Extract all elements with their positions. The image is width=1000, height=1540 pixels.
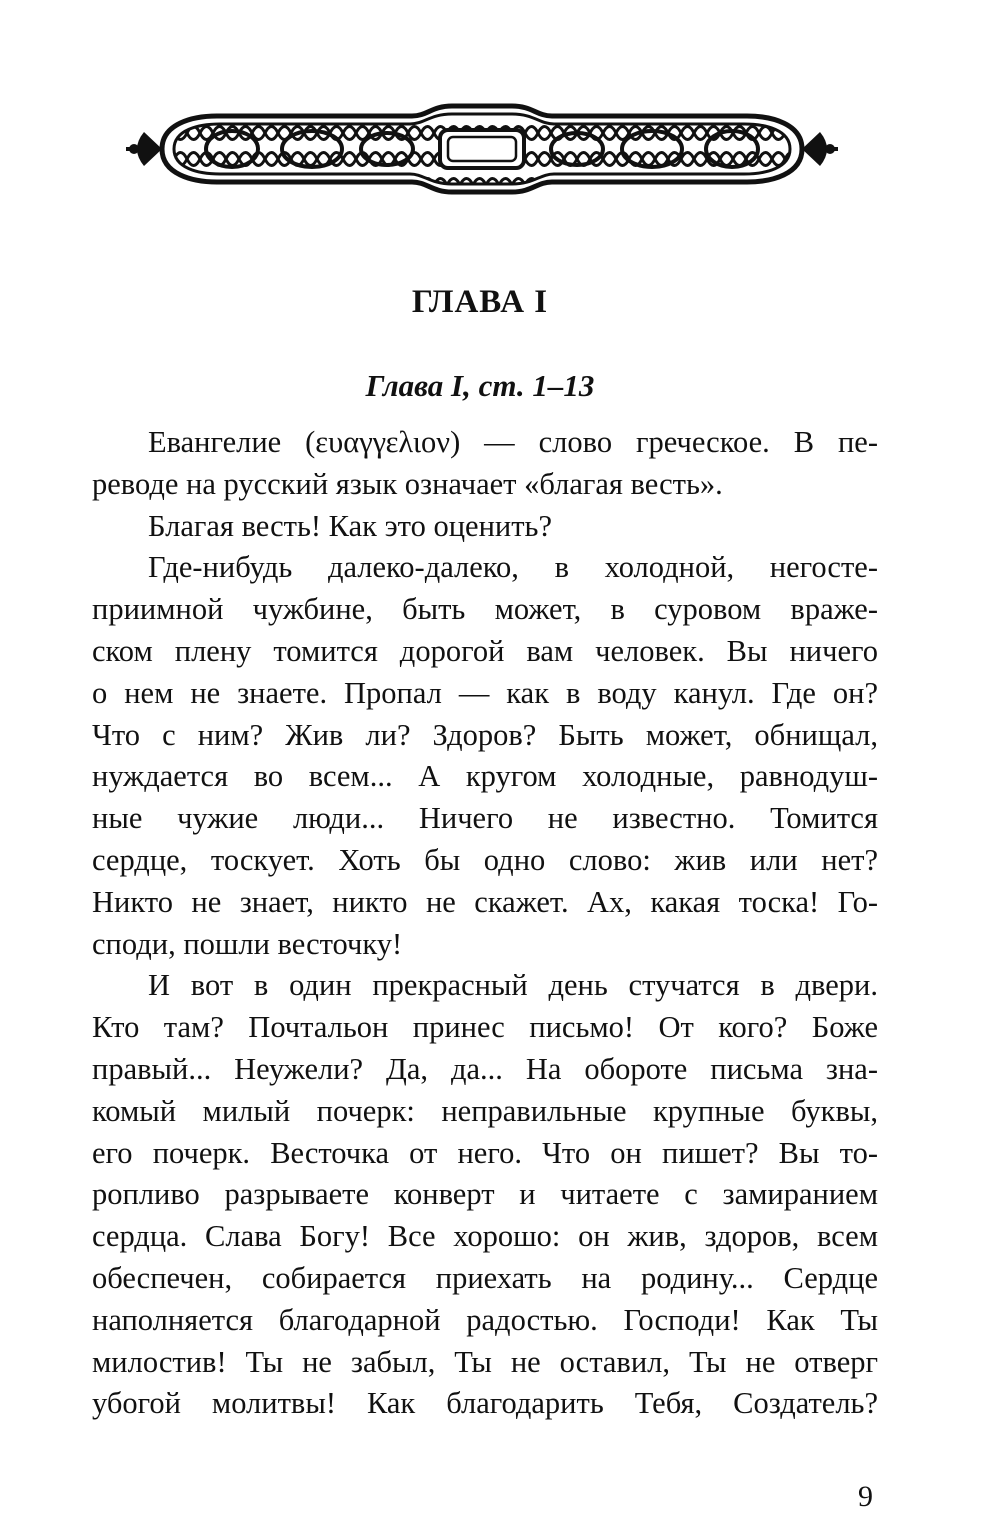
text-line: наполняется благодарной радостью. Господи! Как Ты: [92, 1302, 878, 1337]
text-line: нуждается во всем... А кругом холодные, равнодуш-: [92, 759, 878, 794]
section-title: Глава I, ст. 1–13: [365, 368, 595, 403]
text-line: споди, пошли весточку!: [92, 926, 403, 961]
text-line: Что с ним? Жив ли? Здоров? Быть может, обнищал,: [92, 717, 878, 752]
text-line: реводе на русский язык означает «благая весть».: [92, 466, 723, 501]
text-line: ропливо разрываете конверт и читаете с замиранием: [92, 1177, 878, 1212]
text-line: приимной чужбине, быть может, в суровом враже-: [92, 592, 878, 627]
text-line: И вот в один прекрасный день стучатся в двери.: [148, 968, 878, 1003]
text-line: комый милый почерк: неправильные крупные буквы,: [92, 1093, 878, 1128]
chapter-title: ГЛАВА I: [411, 284, 549, 320]
text-line: Благая весть! Как это оценить?: [148, 508, 552, 543]
paragraph: [92, 422, 878, 506]
text-line: убогой молитвы! Как благодарить Тебя, Создатель?: [92, 1386, 878, 1421]
text-line: ные чужие люди... Ничего не известно. Томится: [92, 801, 878, 836]
paragraph: [92, 506, 878, 548]
body-text: [92, 422, 878, 1425]
text-line: ском плену томится дорогой вам человек. Вы ничего: [92, 633, 878, 668]
text-line: о нем не знаете. Пропал — как в воду канул. Где он?: [92, 675, 878, 710]
paragraph: [92, 547, 878, 965]
page-number: 9: [858, 1480, 873, 1513]
text-line: милостив! Ты не забыл, Ты не оставил, Ты не отверг: [92, 1344, 878, 1379]
text-line: сердца. Слава Богу! Все хорошо: он жив, здоров, всем: [92, 1219, 878, 1254]
text-line: сердце, тоскует. Хоть бы одно слово: жив или нет?: [92, 842, 878, 877]
text-line: правый... Неужели? Да, да... На обороте письма зна-: [92, 1051, 878, 1086]
text-line: Кто там? Почтальон принес письмо! От кого? Боже: [92, 1010, 878, 1045]
text-line: Никто не знает, никто не скажет. Ах, какая тоска! Го-: [92, 884, 878, 919]
paragraph: [92, 965, 878, 1425]
text-line: его почерк. Весточка от него. Что он пишет? Вы то-: [92, 1135, 878, 1170]
text-line: Евангелие (ευαγγελιον) — слово греческое. В пе-: [148, 425, 878, 459]
celtic-knot-ornament-headpiece: [122, 94, 842, 204]
text-line: обеспечен, собирается приехать на родину... Сердце: [92, 1260, 878, 1295]
text-line: Где-нибудь далеко-далеко, в холодной, негосте-: [148, 550, 878, 585]
